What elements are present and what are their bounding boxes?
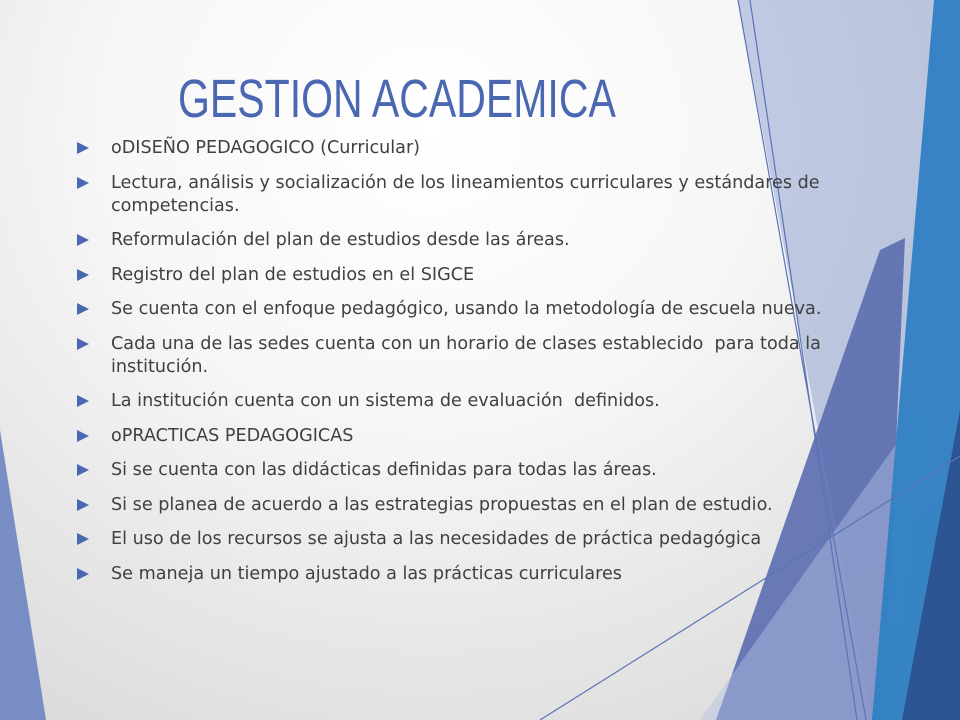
bullet-text: Si se cuenta con las didácticas definidas para todas las áreas. xyxy=(111,460,657,480)
triangle-right-icon xyxy=(77,464,89,476)
bullet-item xyxy=(0,172,960,218)
triangle-right-icon xyxy=(77,533,89,545)
bullet-item xyxy=(0,459,960,482)
bullet-text: Se cuenta con el enfoque pedagógico, usando la metodología de escuela nueva. xyxy=(111,299,822,319)
bullet-text: Se maneja un tiempo ajustado a las prácticas curriculares xyxy=(111,563,622,584)
bullet-item xyxy=(0,425,960,448)
bullet-item xyxy=(0,229,960,252)
triangle-right-icon xyxy=(77,269,89,281)
triangle-right-icon xyxy=(77,430,89,442)
bullet-item xyxy=(0,298,960,321)
triangle-right-icon xyxy=(77,499,89,511)
triangle-right-icon xyxy=(77,568,89,580)
triangle-right-icon xyxy=(77,303,89,315)
bullet-text: Si se planea de acuerdo a las estrategias propuestas en el plan de estudio. xyxy=(111,494,773,515)
bullet-item xyxy=(0,528,960,551)
bullet-item xyxy=(0,137,960,160)
bullet-item xyxy=(0,264,960,287)
bullet-text: Registro del plan de estudios en el SIGCE xyxy=(111,264,475,285)
bullet-text: La institución cuenta con un sistema de evaluación definidos. xyxy=(111,391,660,411)
triangle-right-icon xyxy=(77,234,89,246)
triangle-right-icon xyxy=(77,177,89,189)
bullet-text: Lectura, análisis y socialización de los lineamientos curriculares y estándares de xyxy=(111,172,820,193)
bullet-text: Reformulación del plan de estudios desde las áreas. xyxy=(111,230,570,250)
bullet-item xyxy=(0,494,960,517)
bullet-text: El uso de los recursos se ajusta a las necesidades de práctica pedagógica xyxy=(111,529,762,549)
bullet-text: institución. xyxy=(111,356,209,377)
slide-title: GESTION ACADEMICA xyxy=(178,69,616,129)
bullet-text: oPRACTICAS PEDAGOGICAS xyxy=(111,425,354,446)
triangle-right-icon xyxy=(77,338,89,350)
bullet-item xyxy=(0,390,960,413)
bullet-item xyxy=(0,333,960,379)
bullet-text: oDISEÑO PEDAGOGICO (Curricular) xyxy=(111,138,421,158)
bullet-item xyxy=(0,563,960,586)
bullet-text: Cada una de las sedes cuenta con un horario de clases establecido para toda la xyxy=(111,333,821,354)
triangle-right-icon xyxy=(77,395,89,407)
bullet-text: competencias. xyxy=(111,195,240,216)
triangle-right-icon xyxy=(77,142,89,154)
bullet-list xyxy=(0,137,960,597)
